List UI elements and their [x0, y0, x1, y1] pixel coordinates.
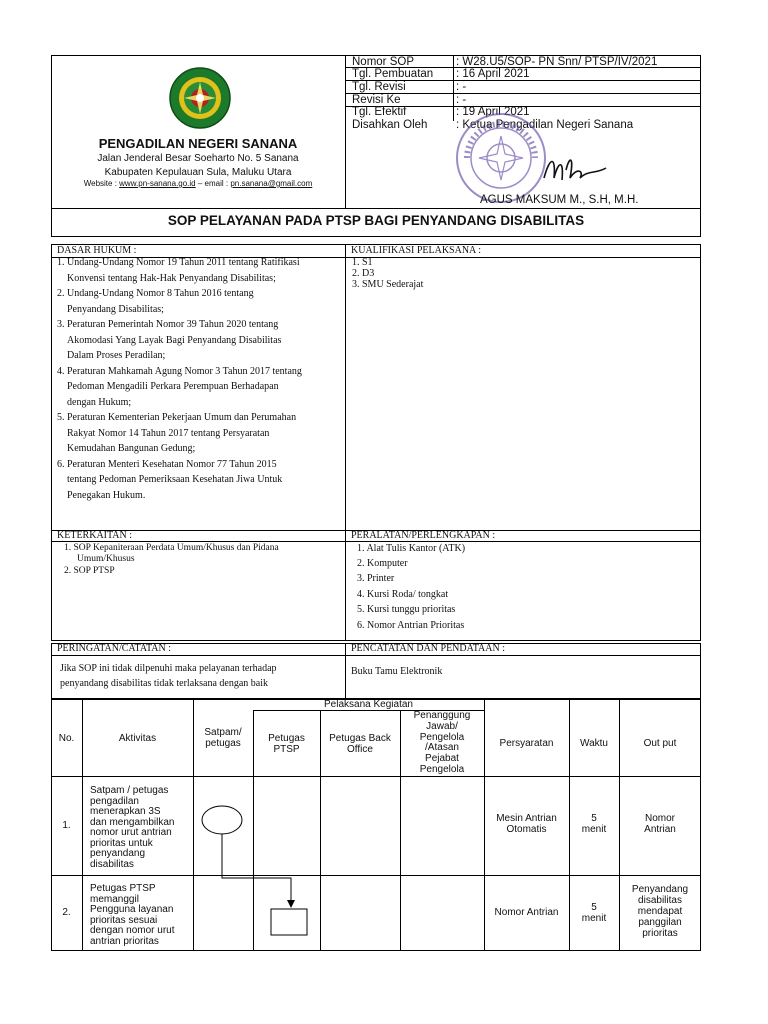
peringatan-heading: PERINGATAN/CATATAN :: [57, 643, 171, 654]
output-line: mendapat: [637, 906, 683, 917]
peralatan-item: 3. Printer: [357, 573, 395, 584]
peralatan-heading: PERALATAN/PERLENGKAPAN :: [351, 530, 496, 541]
pencatatan-text: Buku Tamu Elektronik: [351, 666, 443, 677]
header-penanggung-line: Jawab/: [426, 720, 458, 732]
aktivitas-line: dengan nomor urut: [90, 925, 175, 936]
notes-rule: [51, 655, 701, 656]
header-no: No.: [58, 733, 75, 744]
official-stamp: [455, 112, 547, 204]
peringatan-line: Jika SOP ini tidak dilpenuhi maka pelayanan terhadap: [60, 663, 277, 674]
aktivitas-line: Pengguna layanan: [90, 904, 174, 915]
peralatan-item: 5. Kursi tunggu prioritas: [357, 604, 456, 615]
legal-item: Konvensi tentang Hak-Hak Penyandang Disabilitas;: [67, 272, 276, 284]
pencatatan-heading: PENCATATAN DAN PENDATAAN :: [351, 643, 505, 654]
output-line: prioritas: [642, 928, 678, 939]
meta-value-pembuatan: : 16 April 2021: [456, 68, 530, 80]
row-line: [51, 875, 701, 876]
legal-item: dengan Hukum;: [67, 396, 132, 408]
persyaratan-line: Mesin Antrian: [496, 813, 557, 824]
meta-label-nomor: Nomor SOP: [352, 56, 414, 68]
header-ptsp: [253, 733, 320, 755]
peringatan-line: penyandang disabilitas tidak terlaksana dengan baik: [60, 678, 268, 689]
meta-value-nomor: : W28.U5/SOP- PN Snn/ PTSP/IV/2021: [456, 56, 658, 68]
header-penanggung-line: Pengelola: [419, 731, 465, 743]
aktivitas-line: antrian prioritas: [90, 935, 159, 947]
meta-label-revisi: Tgl. Revisi: [352, 81, 406, 93]
related-divider: [345, 530, 346, 641]
meta-divider: [453, 55, 454, 121]
flow-connector: [222, 834, 291, 906]
aktivitas-line: Satpam / petugas: [90, 785, 169, 796]
court-logo: [169, 67, 231, 129]
header-divider: [345, 55, 346, 209]
header-penanggung-line: Pejabat: [425, 753, 459, 765]
legal-item: Pedoman Mengadili Perkara Perempuan Berhadapan: [67, 381, 279, 392]
meta-label-efektif: Tgl. Efektif: [352, 106, 407, 118]
sop-title: SOP PELAYANAN PADA PTSP BAGI PENYANDANG DISABILITAS: [167, 213, 585, 228]
header-penanggung-line: /Atasan: [425, 742, 459, 754]
court-name: PENGADILAN NEGERI SANANA: [98, 136, 298, 151]
legal-item: Akomodasi Yang Layak Bagi Penyandang Disabilitas: [67, 334, 282, 346]
aktivitas-line: nomor urut antrian: [90, 827, 172, 838]
row-persyaratan: [484, 907, 569, 918]
notes-divider: [345, 643, 346, 699]
meta-label-disahkan: Disahkan Oleh: [352, 119, 428, 131]
row-persyaratan: [484, 813, 569, 835]
row-output: [619, 884, 701, 939]
legal-item: 1. Undang-Undang Nomor 19 Tahun 2011 tentang Ratifikasi: [57, 257, 300, 268]
waktu-line: menit: [581, 824, 607, 835]
output-line: Nomor: [644, 813, 675, 824]
website-label: Website :: [83, 179, 120, 188]
legal-item: 5. Peraturan Kementerian Pekerjaan Umum dan Perumahan: [57, 412, 297, 423]
dasar-hukum-heading: DASAR HUKUM :: [57, 245, 137, 256]
row-no: 1.: [62, 820, 71, 831]
header-backoffice: [320, 733, 400, 755]
flow-process-box: [271, 909, 307, 935]
header-aktivitas: Aktivitas: [118, 733, 157, 744]
waktu-line: menit: [581, 913, 607, 924]
persyaratan-line: Nomor Antrian: [494, 907, 559, 918]
contact-line: [52, 179, 344, 188]
kualifikasi-heading: KUALIFIKASI PELAKSANA :: [351, 245, 482, 256]
meta-value-revisi-ke: : -: [456, 94, 467, 106]
keterkaitan-item: Umum/Khusus: [77, 554, 135, 564]
header-persyaratan: Persyaratan: [499, 738, 554, 749]
meta-value-revisi: : -: [456, 81, 467, 93]
header-backoffice-line: Office: [347, 744, 373, 755]
legal-item: Dalam Proses Peradilan;: [67, 350, 166, 361]
legal-item: Penyandang Disabilitas;: [67, 303, 164, 315]
email-link[interactable]: pn.sanana@gmail.com: [230, 179, 313, 188]
signer-name: AGUS MAKSUM M., S.H, M.H.: [480, 194, 639, 206]
address-line-1: Jalan Jenderal Besar Soeharto No. 5 Sanana: [97, 153, 299, 164]
legal-item: Kemudahan Bangunan Gedung;: [67, 443, 196, 454]
header-output: Out put: [643, 738, 677, 749]
flow-arrowhead: [287, 900, 295, 908]
aktivitas-line: prioritas sesuai: [90, 914, 158, 926]
legal-item: Rakyat Nomor 14 Tahun 2017 tentang Persyaratan: [67, 427, 270, 439]
row-waktu: [569, 902, 619, 924]
row-aktivitas: [90, 884, 192, 947]
legal-divider: [345, 244, 346, 531]
row-waktu: [569, 813, 619, 835]
header-penanggung-line: Pengelola: [419, 763, 465, 775]
output-line: Penyandang: [631, 884, 689, 895]
legal-item: 2. Undang-Undang Nomor 8 Tahun 2016 tentang: [57, 288, 254, 299]
meta-label-revisi-ke: Revisi Ke: [352, 94, 401, 106]
legal-item: 3. Peraturan Pemerintah Nomor 39 Tahun 2020 tentang: [57, 319, 279, 330]
legal-item: Penegakan Hukum.: [67, 489, 146, 501]
meta-label-pembuatan: Tgl. Pembuatan: [352, 68, 434, 80]
header-penanggung: [400, 711, 484, 776]
peralatan-item: 4. Kursi Roda/ tongkat: [357, 589, 449, 600]
waktu-line: 5: [591, 902, 597, 913]
legal-item: tentang Pedoman Pemeriksaan Kesehatan Jiwa Untuk: [67, 474, 283, 485]
aktivitas-line: Petugas PTSP: [90, 883, 156, 894]
row-no: 2.: [62, 907, 71, 918]
peralatan-item: 2. Komputer: [357, 558, 408, 569]
aktivitas-line: memanggil: [90, 893, 139, 905]
header-satpam-line: petugas: [205, 738, 241, 749]
aktivitas-line: dan mengambilkan: [90, 816, 175, 828]
row-line: [51, 776, 701, 777]
kualifikasi-item: 3. SMU Sederajat: [352, 279, 424, 290]
legal-item: 6. Peraturan Menteri Kesehatan Nomor 77 Tahun 2015: [57, 458, 277, 470]
dasar-hukum-list: [57, 255, 343, 503]
header-satpam-line: Satpam/: [204, 727, 242, 738]
header-satpam: [193, 727, 253, 749]
peralatan-item: 6. Nomor Antrian Prioritas: [357, 620, 465, 631]
keterkaitan-item: 1. SOP Kepaniteraan Perdata Umum/Khusus dan Pidana: [64, 543, 279, 553]
output-line: Antrian: [644, 824, 676, 835]
flowchart: [193, 776, 323, 951]
waktu-line: 5: [591, 813, 597, 824]
persyaratan-line: Otomatis: [506, 824, 547, 835]
keterkaitan-item: 2. SOP PTSP: [64, 566, 115, 576]
header-waktu: Waktu: [580, 738, 608, 749]
aktivitas-line: penyandang: [90, 848, 146, 859]
group-header: Pelaksana Kegiatan: [324, 699, 413, 710]
flow-start-terminator: [202, 806, 242, 834]
row-output: [619, 813, 701, 835]
row-aktivitas: [90, 786, 192, 870]
email-label: – email :: [195, 179, 231, 188]
header-backoffice-line: Petugas Back: [329, 733, 391, 744]
kualifikasi-item: 2. D3: [352, 268, 375, 279]
aktivitas-line: menerapkan 3S: [90, 806, 161, 817]
meta-value-disahkan: : Ketua Pengadilan Negeri Sanana: [456, 119, 634, 131]
kualifikasi-item: 1. S1: [352, 257, 373, 268]
aktivitas-line: pengadilan: [90, 795, 139, 807]
aktivitas-line: disabilitas: [90, 858, 134, 870]
keterkaitan-heading: KETERKAITAN :: [57, 530, 133, 541]
peralatan-item: 1. Alat Tulis Kantor (ATK): [357, 543, 466, 554]
output-line: panggilan: [638, 917, 682, 928]
meta-value-efektif: : 19 April 2021: [456, 106, 530, 118]
related-rule: [51, 541, 701, 542]
legal-item: 4. Peraturan Mahkamah Agung Nomor 3 Tahun 2017 tentang: [57, 365, 302, 377]
header-penanggung-line: Penanggung: [413, 710, 471, 721]
aktivitas-line: prioritas untuk: [90, 837, 153, 849]
website-link[interactable]: www.pn-sanana.go.id: [119, 179, 196, 188]
header-ptsp-line: PTSP: [273, 744, 300, 755]
signature: [540, 148, 610, 188]
output-line: disabilitas: [638, 895, 682, 906]
header-ptsp-line: Petugas: [268, 733, 305, 744]
address-line-2: Kabupaten Kepulauan Sula, Maluku Utara: [104, 167, 292, 178]
